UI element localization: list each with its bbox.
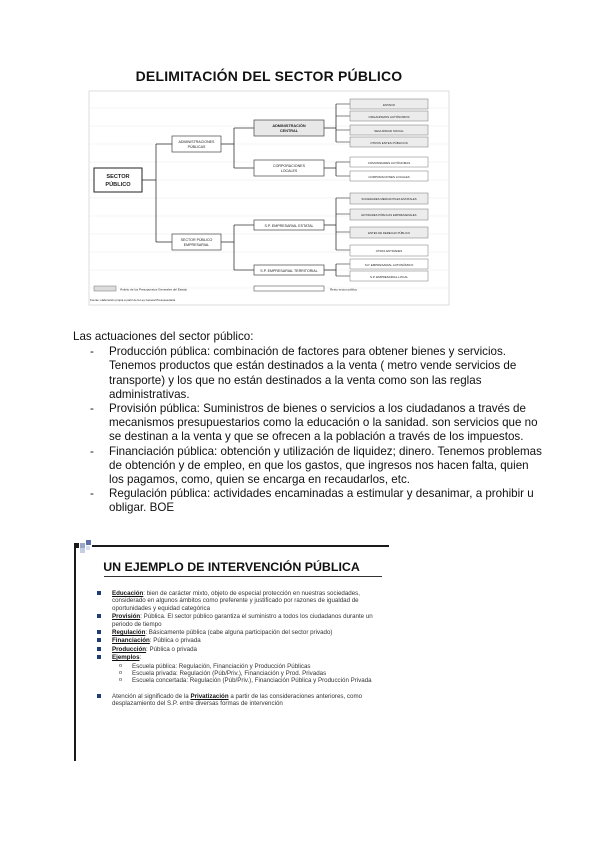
example-item: o Escuela privada: Regulación (Púb/Priv.), Financiación y Prod. Privadas bbox=[119, 670, 327, 678]
local-item-1: COMUNIDADES AUTÓNOMAS bbox=[367, 161, 411, 165]
slide-title: UN EJEMPLO DE INTERVENCIÓN PÚBLICA bbox=[103, 560, 360, 574]
actions-list bbox=[73, 345, 543, 515]
list-item: - Provisión pública: Suministros de bienes o servicios a los ciudadanos a través de mecanismos presupuestarios como la educación o la sanidad. son servicios que no se destinan a la venta y que se ofrecen a la población a través de los impuestos. bbox=[90, 402, 538, 444]
diagram-title: DELIMITACIÓN DEL SECTOR PÚBLICO bbox=[135, 68, 403, 84]
territorial-item-2: S.P. EMPRESARIAL LOCAL bbox=[369, 275, 409, 279]
sp-territorial-label: S.P. EMPRESARIAL TERRITORIAL bbox=[260, 269, 318, 273]
intro-text: Las actuaciones del sector público: bbox=[73, 330, 254, 343]
item-provision: Provisión pública: Suministros de bienes o servicios a los ciudadanos a través de mecanismos presupuestarios como la educación o la sanidad. son servicios que no se destinan a la venta y que se ofrecen a la población a través de los impuestos. bbox=[109, 402, 538, 444]
item-produccion: Producción pública: combinación de factores para obtener bienes y servicios. Tenemos productos que están destinados a la venta ( metro vende servicios de transporte) y los que no están destinados a la venta como son las reglas administrativas. bbox=[109, 345, 517, 401]
legend-left: Ámbito de los Presupuestos Generales del Estado bbox=[120, 287, 188, 292]
bullet-icon bbox=[97, 614, 101, 618]
example-item: o Escuela concertada: Regulación (Púb/Priv.), Financiación Pública y Producción Privada bbox=[119, 677, 372, 685]
bullet-icon bbox=[97, 638, 101, 642]
item-regulacion: Regulación pública: actividades encaminadas a estimular y desanimar, a prohibir u obligar. BOE bbox=[109, 487, 534, 515]
bullet-icon bbox=[97, 591, 101, 595]
empresarial-label-2: EMPRESARIAL bbox=[183, 243, 210, 247]
list-item: - Producción pública: combinación de factores para obtener bienes y servicios. Tenemos productos que están destinados a la venta ( metro vende servicios de transporte) y los que no están destinados a la venta como son las reglas administrativas. bbox=[90, 345, 517, 401]
admin-label-2: PÚBLICAS bbox=[187, 145, 206, 149]
central-item-2: ORGANISMOS AUTÓNOMOS bbox=[368, 115, 410, 119]
item-financiacion: Financiación pública: obtención y utilización de liquidez; dinero. Tenemos problemas de obtención y de empleo, en que los gastos, que ingresos nos hacen falta, quien los pagamos, como, quien se encarga en recaudarlos, etc. bbox=[109, 444, 542, 487]
body-text bbox=[73, 330, 543, 516]
empresarial-label-1: SECTOR PÚBLICO bbox=[180, 238, 213, 242]
slide-bullet-financiacion: Financiación: Pública o privada bbox=[92, 637, 377, 644]
slide-bullet-privatizacion: Atención al significado de la Privatización a partir de las consideraciones anteriores, como desplazamiento del S.P. entre diversas formas de intervención bbox=[92, 693, 377, 708]
local-label-2: LOCALES bbox=[280, 169, 298, 173]
estatal-item-4: OTRAS ENTIDADES bbox=[375, 249, 403, 253]
slide-content bbox=[92, 590, 377, 709]
root-label-1: SECTOR bbox=[106, 174, 130, 180]
slide-bullet-ejemplos: Ejemplos: bbox=[92, 654, 377, 661]
bullet-icon bbox=[97, 647, 101, 651]
sp-estatal-label: S.P. EMPRESARIAL ESTATAL bbox=[264, 224, 314, 228]
delimitation-diagram bbox=[88, 68, 450, 308]
central-item-4: OTROS ENTES PÚBLICOS bbox=[370, 141, 408, 145]
diagram-footnote: Fuente: elaboración propia a partir de la Ley General Presupuestaria bbox=[90, 298, 176, 302]
estatal-item-3: ENTES DE DERECHO PÚBLICO bbox=[368, 231, 410, 235]
local-label-1: CORPORACIONES bbox=[273, 164, 305, 168]
slide-title-rule bbox=[104, 576, 382, 577]
slide-bullet-provision: Provisión: Pública. El sector público garantiza el suministro a todos los ciudadanos durante un periodo de tiempo bbox=[92, 613, 377, 628]
slide-left-rule bbox=[74, 545, 76, 761]
slide-bullet-regulacion: Regulación: Básicamente pública (cabe alguna participación del sector privado) bbox=[92, 629, 377, 636]
bullet-icon bbox=[97, 630, 101, 634]
list-item: - Financiación pública: obtención y utilización de liquidez; dinero. Tenemos problemas de obtención y de empleo, en que los gastos, que ingresos nos hacen falta, quien los pagamos, como, quien se encarga en recaudarlos, etc. bbox=[90, 444, 542, 487]
legend-right: Resto sector público bbox=[330, 287, 358, 292]
estatal-item-2: ENTIDADES PÚBLICAS EMPRESARIALES bbox=[361, 213, 417, 217]
central-item-1: ESTADO bbox=[382, 103, 396, 107]
estatal-item-1: SOCIEDADES MERCANTILES ESTATALES bbox=[361, 197, 417, 201]
list-item: - Regulación pública: actividades encaminadas a estimular y desanimar, a prohibir u obligar. BOE bbox=[90, 487, 534, 515]
slide-top-rule bbox=[92, 545, 389, 547]
bullet-icon bbox=[97, 655, 101, 659]
intervention-slide bbox=[74, 536, 389, 761]
central-label-1: ADMINISTRACIÓN bbox=[272, 124, 306, 128]
example-item: o Escuela pública: Regulación, Financiación y Producción Públicas bbox=[119, 662, 311, 670]
local-item-2: CORPORACIONES LOCALES bbox=[368, 175, 410, 179]
territorial-item-1: S.P. EMPRESARIAL AUTONÓMICO bbox=[364, 263, 414, 267]
slide-bullet-produccion: Producción: Pública o privada bbox=[92, 646, 377, 653]
diagram-svg bbox=[88, 90, 450, 308]
slide-bullet-educacion: Educación: bien de carácter mixto, objeto de especial protección en nuestras sociedades, considerado en algunos ámbitos como preferente y justificado por razones de igualdad de oportunidades y equidad categórica bbox=[92, 590, 377, 612]
central-item-3: SEGURIDAD SOCIAL bbox=[374, 129, 404, 133]
bullet-icon bbox=[97, 694, 101, 698]
admin-label-1: ADMINISTRACIONES bbox=[178, 140, 215, 144]
root-label-2: PÚBLICO bbox=[105, 182, 131, 188]
central-label-2: CENTRAL bbox=[279, 129, 299, 133]
